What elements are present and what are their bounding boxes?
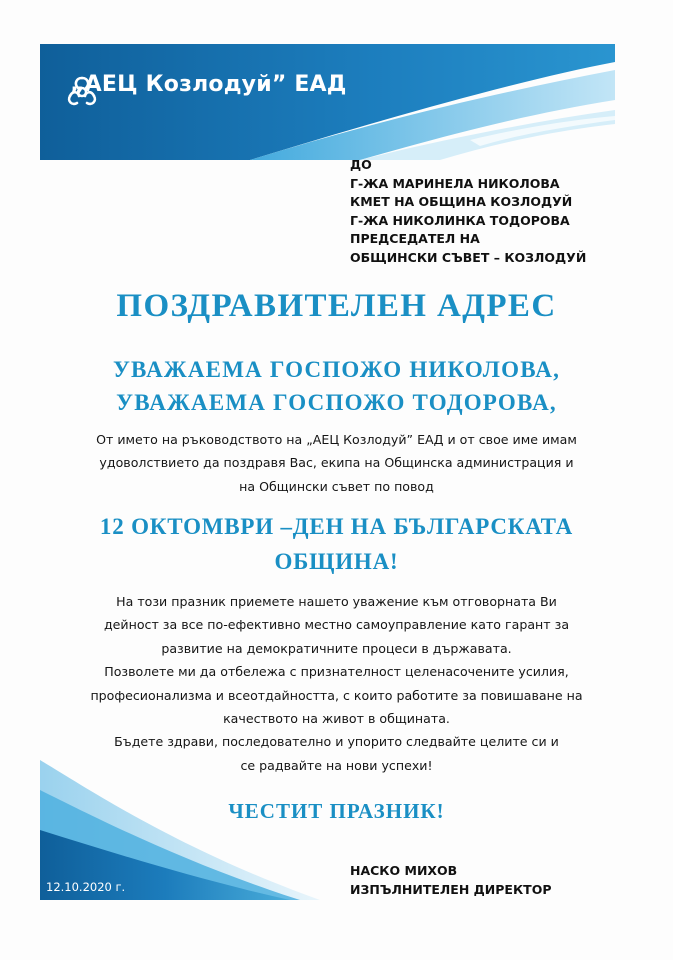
addressee-line: КМЕТ НА ОБЩИНА КОЗЛОДУЙ [350,194,573,210]
letter-date: 12.10.2020 г. [46,880,126,894]
addressee-line: Г-ЖА МАРИНЕЛА НИКОЛОВА [350,175,560,191]
atom-orbit-logo-icon [62,72,102,112]
intro-line: на Общински съвет по повод [239,478,434,494]
addressee-line: Г-ЖА НИКОЛИНКА ТОДОРОВА [350,212,570,228]
company-name: „АЕЦ Козлодуй” ЕАД [70,72,347,97]
document-title: ПОЗДРАВИТЕЛЕН АДРЕС [116,288,557,324]
intro-paragraph [0,428,673,498]
closing-greeting: ЧЕСТИТ ПРАЗНИК! [228,799,445,823]
body-line: Бъдете здрави, последователно и упорито следвайте целите си и [114,734,559,750]
footer-wave-graphic [0,760,673,960]
greeting-line-1: УВАЖАЕМА ГОСПОЖО НИКОЛОВА, [112,357,561,382]
signature-name: НАСКО МИХОВ [350,863,458,878]
body-line: дейност за все по-ефективно местно самоуправление като гарант за [103,617,570,633]
signature-title: ИЗПЪЛНИТЕЛЕН ДИРЕКТОР [350,882,552,897]
occasion-line-1: 12 ОКТОМВРИ –ДЕН НА БЪЛГАРСКАТА [99,514,574,539]
body-line: развитие на демократичните процеси в държавата. [161,640,512,656]
body-line: професионализма и всеотдайността, с които работите за повишаване на [90,687,583,703]
body-line: качеството на живот в общината. [223,711,450,727]
intro-line: От името на ръководството на „АЕЦ Козлодуй” ЕАД и от свое име имам [96,432,577,447]
signature-block [350,861,551,899]
body-line: На този празник приемете нашето уважение към отговорната Ви [116,594,557,609]
header-banner [0,0,673,160]
addressee-line: ПРЕДСЕДАТЕЛ НА [350,231,480,247]
intro-line: удоволствието да поздравя Вас, екипа на Общинска администрация и [99,455,574,471]
body-line: Позволете ми да отбележа с признателност целенасочените усилия, [104,664,569,680]
addressee-line: ДО [350,157,372,172]
occasion-line-2: ОБЩИНА! [274,549,399,574]
addressee-block [350,156,650,268]
addressee-line: ОБЩИНСКИ СЪВЕТ – КОЗЛОДУЙ [350,249,587,265]
greeting-line-2: УВАЖАЕМА ГОСПОЖО ТОДОРОВА, [116,390,557,415]
body-line: се радвайте на нови успехи! [240,757,433,773]
company-logo [62,72,347,97]
body-paragraph [0,590,673,777]
